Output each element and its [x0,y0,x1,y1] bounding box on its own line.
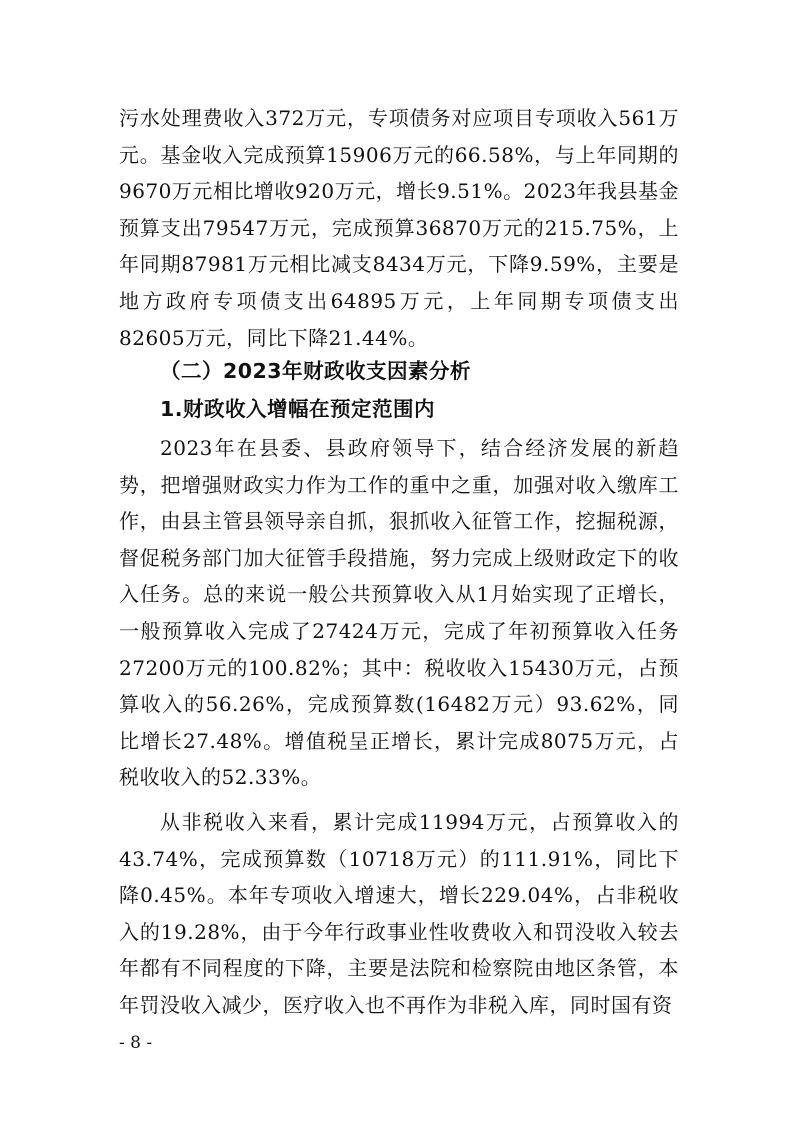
paragraph-fund-budget: 污水处理费收入372万元，专项债务对应项目专项收入561万元。基金收入完成预算15906万元的66.58%，与上年同期的9670万元相比增收920万元，增长9.51%。2023年我县基金预算支出79547万元，完成预算36870万元的215.75%，上年同期87981万元相比减支8434万元，下降9.59%，主要是地方政府专项债支出64895万元，上年同期专项债支出82605万元，同比下降21.44%。 [119,106,680,350]
subsection-heading: 1.财政收入增幅在预定范围内 [160,397,436,421]
paragraph-revenue-growth: 2023年在县委、县政府领导下，结合经济发展的新趋势，把增强财政实力作为工作的重中之重，加强对收入缴库工作，由县主管县领导亲自抓，狠抓收入征管工作，挖掘税源，督促税务部门加大征管手段措施，努力完成上级财政定下的收入任务。总的来说一般公共预算收入从1月始实现了正增长，一般预算收入完成了27424万元，完成了年初预算收入任务27200万元的100.82%；其中：税收收入15430万元，占预算收入的56.26%，完成预算数(16482万元）93.62%，同比增长27.48%。增值税呈正增长，累计完成8075万元，占税收收入的52.33%。 [119,436,679,790]
section-heading: （二）2023年财政收支因素分析 [160,359,472,383]
page-number: - 8 - [119,1033,153,1053]
paragraph-non-tax-revenue: 从非税收入来看，累计完成11994万元，占预算收入的43.74%，完成预算数（10718万元）的111.91%，同比下降0.45%。本年专项收入增速大，增长229.04%，占非税收入的19.28%，由于今年行政事业性收费收入和罚没收入较去年都有不同程度的下降，主要是法院和检察院由地区条管，本年罚没收入减少，医疗收入也不再作为非税入库，同时国有资 [119,810,679,1017]
